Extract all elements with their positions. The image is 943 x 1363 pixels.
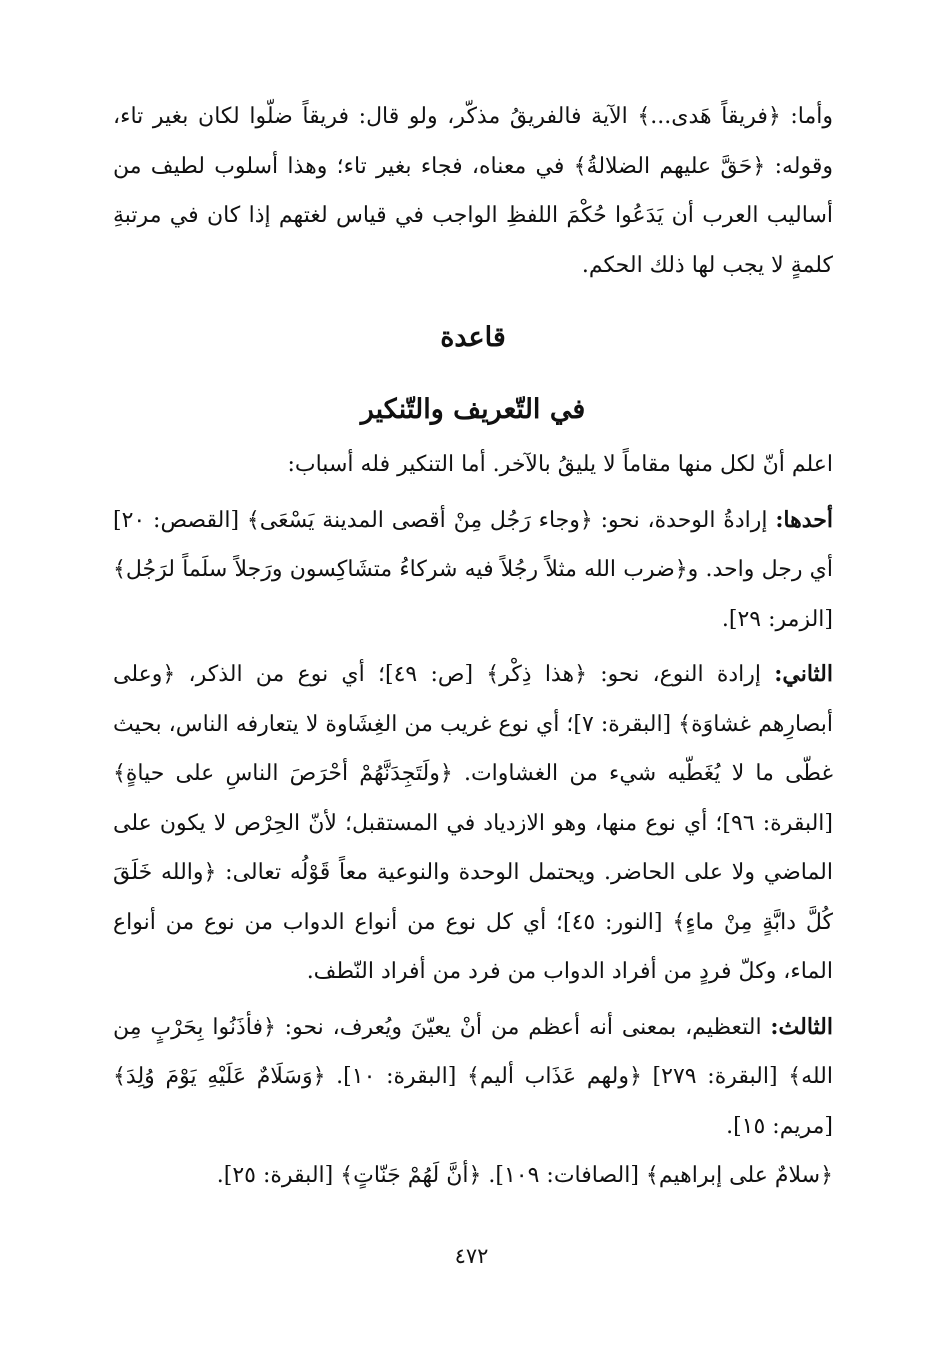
paragraph-third-reason [113, 1003, 833, 1152]
page-body [113, 92, 833, 1201]
section-subheading: في التّعريف والتّنكير [360, 394, 586, 425]
paragraph-term: الثاني: [774, 661, 833, 687]
paragraph-text: إرادةُ الوحدة، نحو: ﴿وجاء رَجُل مِنْ أقصى المدينة يَسْعَى﴾ [القصص: ٢٠] أي رجل واحد. و﴿ضرب الله مثلاً رجُلاً فيه شركاءُ متشَاكِسون ورَجلاً سلَماً لرَجُل﴾ [الزمر: ٢٩]. [113, 507, 833, 632]
paragraph-first-reason [113, 496, 833, 645]
paragraph-continuation [113, 1151, 833, 1201]
paragraph-text: إرادة النوع، نحو: ﴿هذا ذِكْر﴾ [ص: ٤٩]؛ أي نوع من الذكر، ﴿وعلى أبصارِهم غشاوَة﴾ [البقرة: ٧]؛ أي نوع غريب من الغِشَاوة لا يتعارفه الناس، بحيث غطّى ما لا يُغَطّيه شيء من الغشاوات. ﴿ولَتَجِدَنَّهُمْ أحْرَصَ الناسِ على حياةٍ﴾ [البقرة: ٩٦]؛ أي نوع منها، وهو الازدياد في المستقبل؛ لأنّ الحِرْص لا يكون على الماضي ولا على الحاضر. ويحتمل الوحدة والنوعية معاً قَوْلُه تعالى: ﴿والله خَلَقَ كُلَّ دابَّةٍ مِنْ ماءٍ﴾ [النور: ٤٥]؛ أي كل نوع من أنواع الدواب من نوع من أنواع الماء، وكلّ فردٍ من أفراد الدواب من فرد من أفراد النّطف. [113, 662, 834, 984]
paragraph-text: التعظيم، بمعنى أنه أعظم من أنْ يعيّنَ ويُعرف، نحو: ﴿فأذَنُوا بِحَرْبٍ مِن الله﴾ [البقرة: ٢٧٩] ﴿ولهم عَذَاب أليم﴾ [البقرة: ١٠]. ﴿وَسَلَامٌ عَلَيْهِ يَوْمَ وُلِدَ﴾ [مريم: ١٥]. [113, 1014, 833, 1139]
paragraph-term: أحدها: [775, 506, 833, 533]
paragraph-term: الثالث: [770, 1013, 833, 1040]
paragraph-second-reason [113, 650, 833, 997]
lead-paragraph: اعلم أنّ لكل منها مقاماً لا يليقُ بالآخر. أما التنكير فله أسباب: [287, 452, 833, 477]
section-heading: قاعدة [440, 322, 506, 353]
page-number: ٤٧٢ [454, 1244, 489, 1268]
intro-paragraph: وأما: ﴿فريقاً هَدى...﴾ الآية فالفريقُ مذكّر، ولو قال: فريقاً ضلّوا لكان بغير تاء، وقوله: ﴿حَقَّ عليهم الضلالةُ﴾ في معناه، فجاء بغير تاء؛ وهذا أسلوب لطيف من أساليب العرب أن يَدَعُوا حُكْمَ اللفظِ الواجب في قياس لغتهم إذا كان في مرتبةِ كلمةٍ لا يجب لها ذلك الحكم. [113, 104, 833, 278]
paragraph-text: ﴿سلامٌ على إبراهيم﴾ [الصافات: ١٠٩]. ﴿أنَّ لَهُمْ جَنّاتٍ﴾ [البقرة: ٢٥]. [216, 1163, 833, 1188]
